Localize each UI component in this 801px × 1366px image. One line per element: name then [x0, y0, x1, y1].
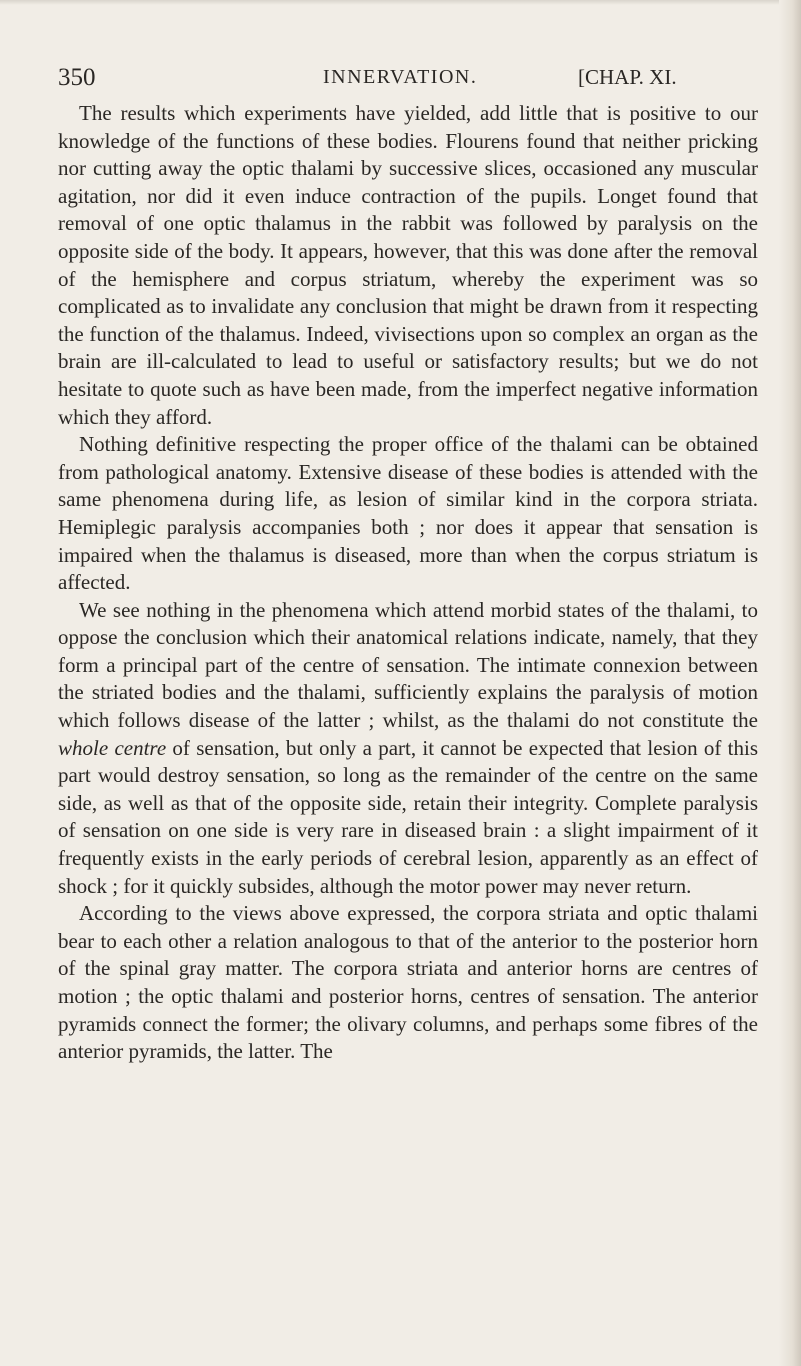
running-head: INNERVATION.: [323, 66, 478, 88]
paragraph-1: The results which experiments have yielded, add little that is positive to our knowledge of the functions of these bodies. Flourens found that neither pricking nor cutting away the optic thalami by successive slices, occasioned any muscular agitation, nor did it even induce contraction of the pupils. Longet found that removal of one optic thalamus in the rabbit was followed by paralysis on the opposite side of the body. It appears, however, that this was done after the removal of the hemisphere and corpus striatum, whereby the experiment was so complicated as to invalidate any conclusion that might be drawn from it respecting the function of the thalamus. Indeed, vivisections upon so complex an organ as the brain are ill-calculated to lead to useful or satisfactory results; but we do not hesitate to quote such as have been made, from the imperfect negative information which they afford.: [58, 101, 758, 429]
page-header: [58, 64, 758, 96]
paragraph-3-part-1: We see nothing in the phenomena which attend morbid states of the thalami, to oppose the conclusion which their anatomical relations indicate, namely, that they form a principal part of the centre of sensation. The intimate connexion between the striated bodies and the thalami, sufficiently explains the paralysis of motion which follows disease of the latter ; whilst, as the thalami do not constitute the: [58, 597, 758, 733]
body-text: [58, 100, 758, 1066]
paragraph-3: [58, 597, 758, 901]
paragraph-3-part-2: of sensation, but only a part, it cannot be expected that lesion of this part would destroy sensation, so long as the remainder of the centre on the same side, as well as that of the opposite side, retain their integrity. Complete paralysis of sensation on one side is very rare in diseased brain : a slight impairment of it frequently exists in the early periods of cerebral lesion, apparently as an effect of shock ; for it quickly subsides, although the motor power may never return.: [58, 735, 758, 898]
page-top-edge: [0, 0, 801, 5]
page-number: 350: [58, 64, 96, 91]
paragraph-2: Nothing definitive respecting the proper office of the thalami can be obtained from pathological anatomy. Extensive disease of these bodies is attended with the same phenomena during life, as lesion of similar kind in the corpora striata. Hemiplegic paralysis accompanies both ; nor does it appear that sensation is impaired when the thalamus is diseased, more than when the corpus striatum is affected.: [58, 432, 758, 595]
paragraph-3-emphasis: whole centre: [58, 735, 167, 760]
paragraph-4: According to the views above expressed, the corpora striata and optic thalami bear to each other a relation analogous to that of the anterior to the posterior horn of the spinal gray matter. The corpora striata and anterior horns are centres of motion ; the optic thalami and posterior horns, centres of sensation. The anterior pyramids connect the former; the olivary columns, and perhaps some fibres of the anterior pyramids, the latter. The: [58, 901, 758, 1064]
chapter-reference: [CHAP. XI.: [578, 65, 677, 89]
page-binding-edge: [779, 0, 801, 1366]
